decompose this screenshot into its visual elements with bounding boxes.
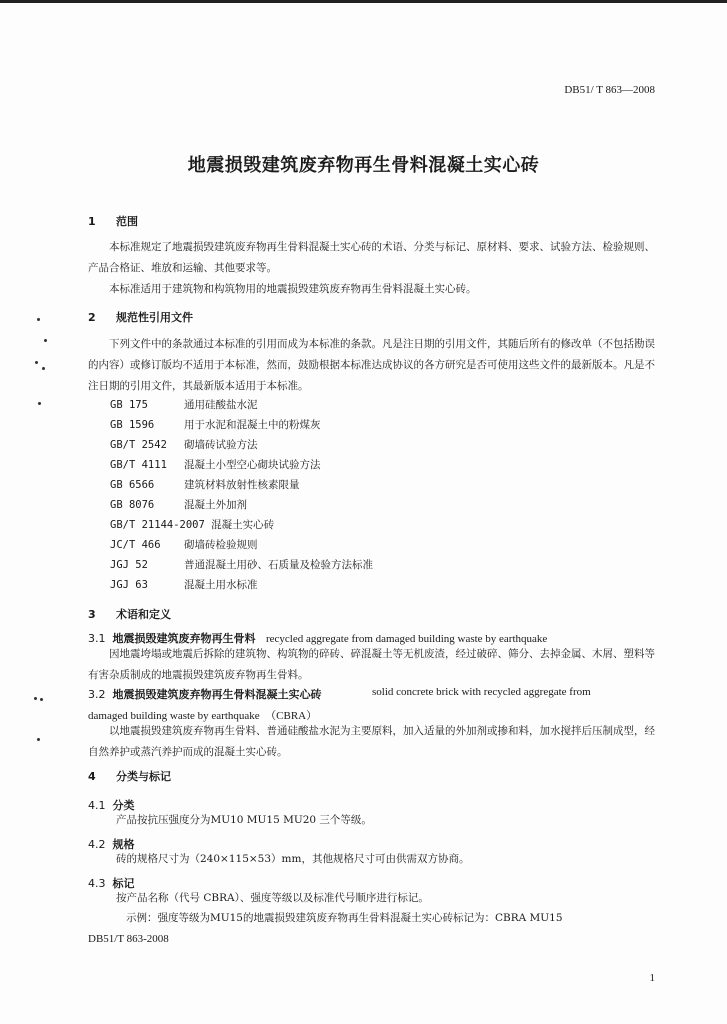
reference-code: GB 1596 (110, 419, 155, 431)
term-name: 地震损毁建筑废弃物再生骨料混凝土实心砖 (112, 688, 322, 701)
reference-code: JGJ 63 (110, 579, 148, 591)
section-1-heading (88, 213, 138, 229)
reference-code: JGJ 52 (110, 559, 148, 571)
section-3-heading (88, 606, 171, 622)
section-title: 分类与标记 (116, 770, 171, 783)
page-number: 1 (649, 972, 655, 984)
reference-item (110, 497, 247, 512)
reference-name: 通用硅酸盐水泥 (184, 399, 258, 411)
scan-speck (35, 361, 38, 364)
term-3-2-heading (88, 686, 322, 702)
scan-speck (34, 697, 37, 700)
document-title: 地震损毁建筑废弃物再生骨料混凝土实心砖 (187, 155, 540, 176)
standard-code-header: DB51/ T 863—2008 (564, 84, 655, 96)
reference-item (110, 397, 258, 412)
reference-item (110, 557, 373, 572)
reference-name: 混凝土小型空心砌块试验方法 (184, 459, 321, 471)
scan-speck (38, 402, 41, 405)
term-name: 地震损毁建筑废弃物再生骨料 (112, 632, 256, 645)
term-3-1-definition: 因地震垮塌或地震后拆除的建筑物、构筑物的碎砖、碎混凝土等无机废渣，经过破碎、筛分、去掉金属、木屑、塑料等有害杂质制成的地震损毁建筑废弃物再生骨料。 (88, 648, 655, 681)
scan-speck (44, 339, 47, 342)
term-3-2-english-line-2: damaged building waste by earthquake （CBRA） (88, 710, 318, 722)
reference-item (110, 537, 258, 552)
subsection-number: 4.3 (88, 877, 106, 890)
reference-name: 普通混凝土用砂、石质量及检验方法标准 (184, 559, 373, 571)
reference-name: 砌墙砖检验规则 (184, 539, 258, 551)
section-title: 术语和定义 (116, 608, 171, 621)
reference-name: 用于水泥和混凝土中的粉煤灰 (184, 419, 321, 431)
section-2-paragraph: 下列文件中的条款通过本标准的引用而成为本标准的条款。凡是注日期的引用文件，其随后所有的修改单（不包括勘误的内容）或修订版均不适用于本标准，然而，鼓励根据本标准达成协议的各方研究是否可使用这些文件的最新版本。凡是不注日期的引用文件，其最新版本适用于本标准。 (88, 338, 655, 392)
section-1-paragraph-1: 本标准规定了地震损毁建筑废弃物再生骨料混凝土实心砖的术语、分类与标记、原材料、要求、试验方法、检验规则、产品合格证、堆放和运输、其他要求等。 (88, 241, 655, 274)
term-3-2-definition: 以地震损毁建筑废弃物再生骨料、普通硅酸盐水泥为主要原料，加入适量的外加剂或掺和料，加水搅拌后压制成型，经自然养护或蒸汽养护而成的混凝土实心砖。 (88, 725, 655, 758)
marking-example: 示例：强度等级为MU15的地震损毁建筑废弃物再生骨料混凝土实心砖标记为：CBRA MU15 (126, 912, 563, 924)
section-number: 2 (88, 311, 96, 324)
section-number: 1 (88, 215, 96, 228)
reference-code: GB 8076 (110, 499, 155, 511)
scan-speck (42, 367, 45, 370)
subsection-4-3-text: 按产品名称（代号 CBRA）、强度等级以及标准代号顺序进行标记。 (116, 892, 429, 904)
section-title: 规范性引用文件 (116, 311, 193, 324)
term-english: recycled aggregate from damaged building waste by earthquake (266, 633, 548, 645)
reference-name: 混凝土实心砖 (211, 519, 275, 531)
reference-code: GB 6566 (110, 479, 155, 491)
reference-item (110, 577, 258, 592)
section-1-paragraph-2: 本标准适用于建筑物和构筑物用的地震损毁建筑废弃物再生骨料混凝土实心砖。 (109, 283, 477, 295)
reference-item (110, 417, 321, 432)
reference-code: GB 175 (110, 399, 148, 411)
subsection-4-2-text: 砖的规格尺寸为（240×115×53）mm，其他规格尺寸可由供需双方协商。 (116, 853, 470, 865)
section-title: 范围 (116, 215, 138, 228)
reference-code: GB/T 2542 (110, 439, 167, 451)
subsection-title: 分类 (112, 799, 135, 812)
reference-code: GB/T 21144-2007 (110, 519, 205, 531)
term-abbreviation: （CBRA） (265, 710, 318, 722)
scan-top-border (0, 0, 727, 3)
subsection-title: 规格 (112, 838, 135, 851)
term-number: 3.1 (88, 632, 106, 645)
reference-name: 混凝土用水标准 (184, 579, 258, 591)
reference-name: 混凝土外加剂 (184, 499, 247, 511)
subsection-number: 4.2 (88, 838, 106, 851)
term-3-2-english-line-1: solid concrete brick with recycled aggregate from (372, 686, 591, 698)
reference-item (110, 457, 321, 472)
scan-speck (37, 738, 40, 741)
section-number: 3 (88, 608, 96, 621)
reference-code: JC/T 466 (110, 539, 161, 551)
marking-example-continued: DB51/T 863-2008 (88, 933, 169, 945)
subsection-title: 标记 (112, 877, 135, 890)
reference-code: GB/T 4111 (110, 459, 167, 471)
reference-name: 建筑材料放射性核素限量 (184, 479, 300, 491)
reference-item (110, 517, 274, 532)
scan-speck (37, 318, 40, 321)
section-4-heading (88, 768, 171, 784)
reference-name: 砌墙砖试验方法 (184, 439, 258, 451)
reference-item (110, 477, 300, 492)
subsection-number: 4.1 (88, 799, 106, 812)
scan-speck (40, 698, 43, 701)
reference-item (110, 437, 258, 452)
section-number: 4 (88, 770, 96, 783)
section-2-heading (88, 309, 193, 325)
subsection-4-1-text: 产品按抗压强度分为MU10 MU15 MU20 三个等级。 (116, 814, 372, 826)
term-number: 3.2 (88, 688, 106, 701)
